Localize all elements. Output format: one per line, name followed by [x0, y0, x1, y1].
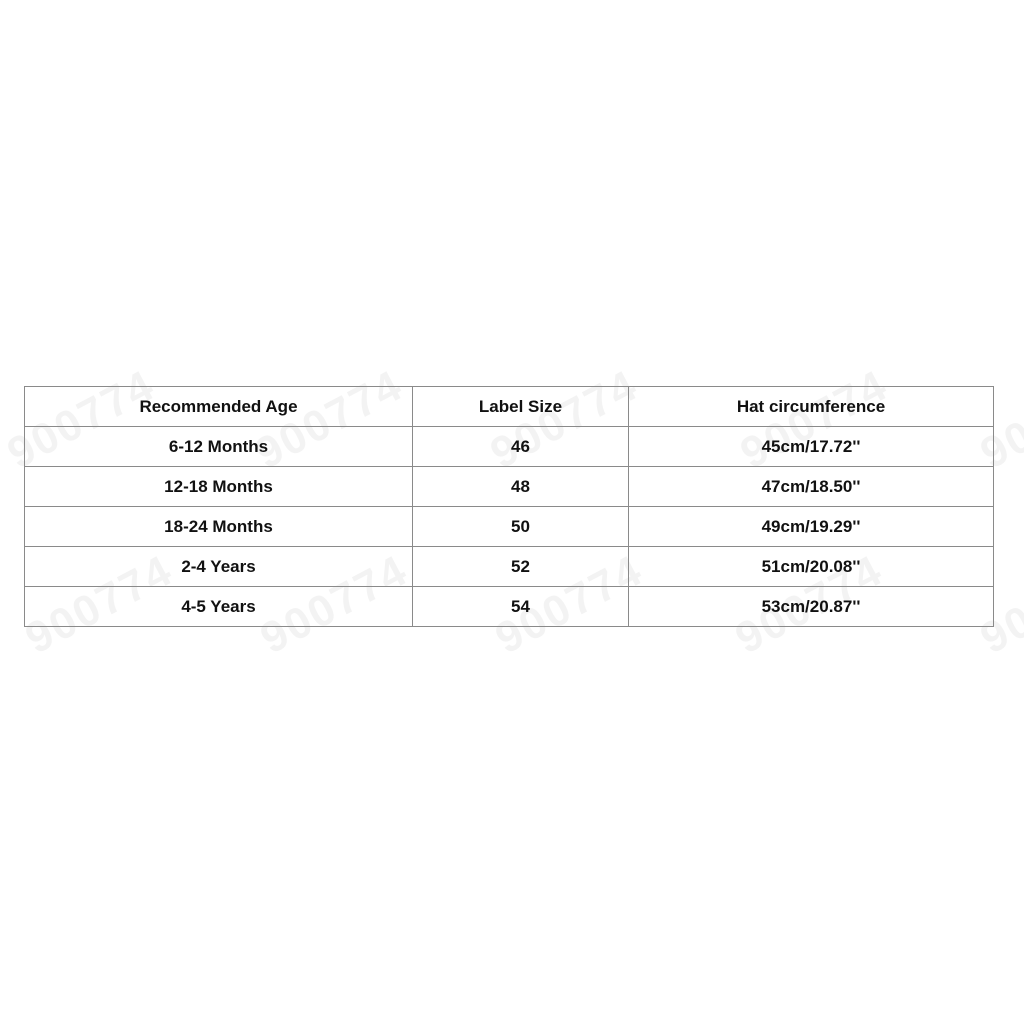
table-cell: 4-5 Years [25, 587, 413, 627]
table-cell: 47cm/18.50'' [629, 467, 994, 507]
table-cell: 52 [413, 547, 629, 587]
table-cell: 2-4 Years [25, 547, 413, 587]
column-header-label-size: Label Size [413, 387, 629, 427]
column-header-age: Recommended Age [25, 387, 413, 427]
table-header-row [25, 387, 994, 427]
table-row [25, 467, 994, 507]
table-cell: 18-24 Months [25, 507, 413, 547]
table-row [25, 427, 994, 467]
table-cell: 53cm/20.87'' [629, 587, 994, 627]
table-cell: 48 [413, 467, 629, 507]
table-cell: 54 [413, 587, 629, 627]
table-cell: 51cm/20.08'' [629, 547, 994, 587]
table-row [25, 507, 994, 547]
size-chart-table [24, 386, 994, 627]
table-cell: 12-18 Months [25, 467, 413, 507]
table-row [25, 547, 994, 587]
table-cell: 45cm/17.72'' [629, 427, 994, 467]
table-row [25, 587, 994, 627]
table-cell: 50 [413, 507, 629, 547]
table-cell: 49cm/19.29'' [629, 507, 994, 547]
column-header-hat-circumference: Hat circumference [629, 387, 994, 427]
table-cell: 6-12 Months [25, 427, 413, 467]
table-cell: 46 [413, 427, 629, 467]
